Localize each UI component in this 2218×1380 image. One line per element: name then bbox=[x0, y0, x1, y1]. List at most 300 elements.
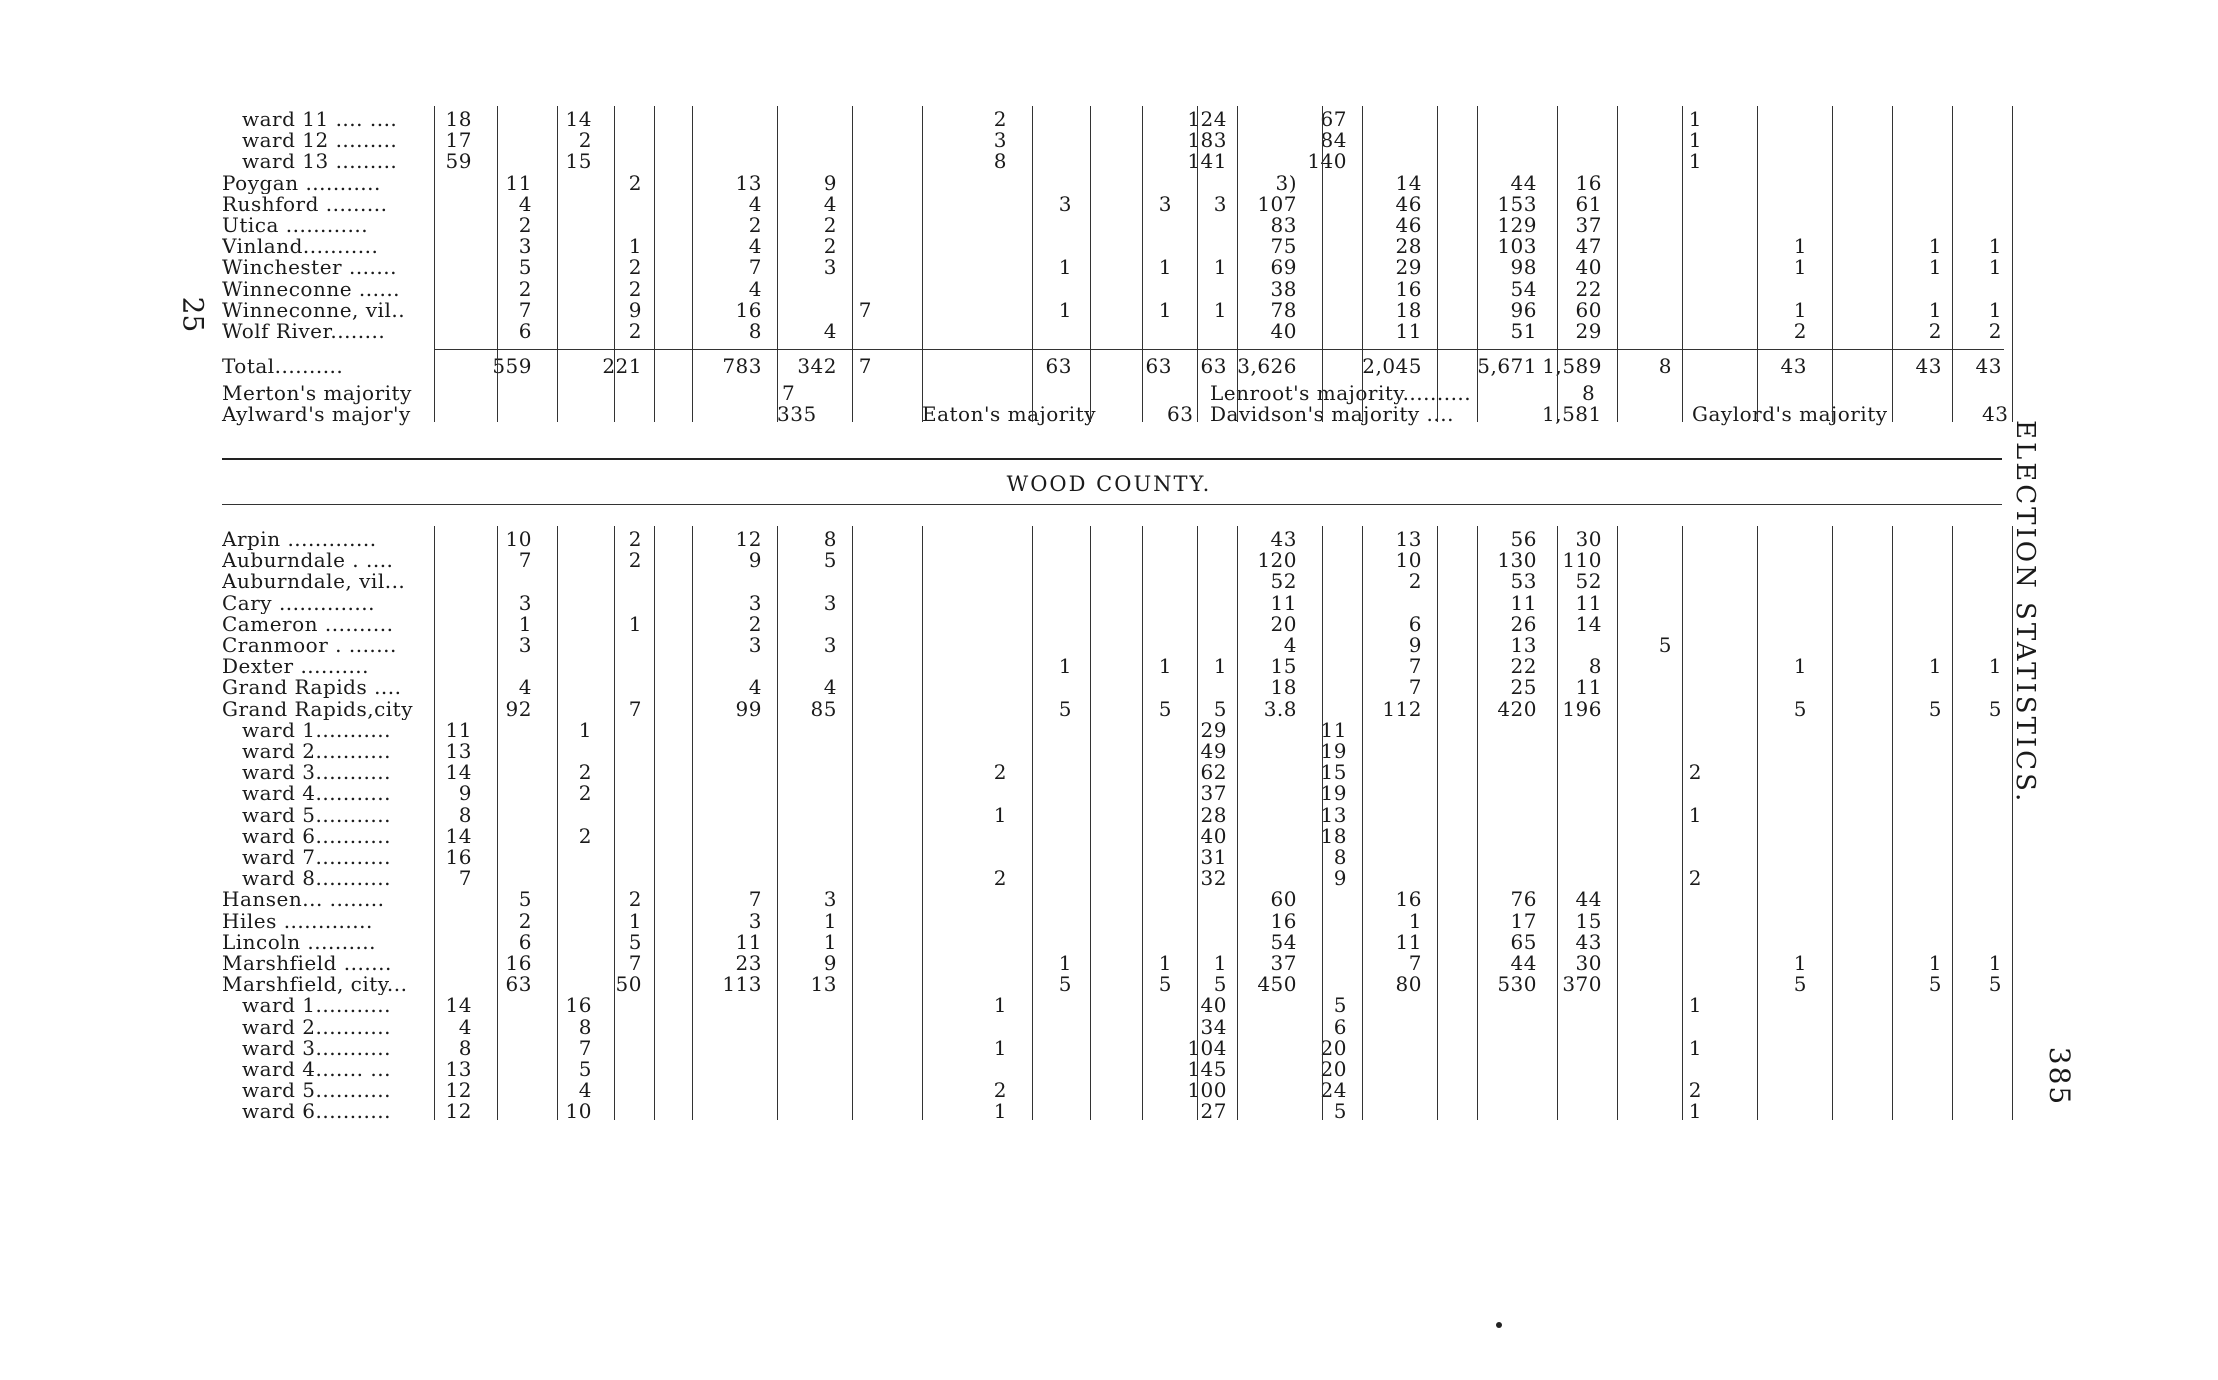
table-cell: 1 bbox=[578, 718, 592, 741]
table-cell: 1,589 bbox=[1542, 355, 1602, 378]
table-cell: 9 bbox=[823, 171, 837, 194]
table-cell: 783 bbox=[722, 355, 762, 378]
table-cell: 25 bbox=[1510, 676, 1537, 699]
table-cell: 5,671 bbox=[1477, 355, 1537, 378]
table-cell: 1 bbox=[1408, 909, 1422, 932]
table-cell: 5 bbox=[628, 930, 642, 953]
column-rule bbox=[1682, 106, 1683, 422]
table-cell: 7 bbox=[858, 298, 872, 321]
table-cell: 104 bbox=[1187, 1036, 1227, 1059]
table-cell: 30 bbox=[1575, 952, 1602, 974]
table-cell: 67 bbox=[1320, 108, 1347, 130]
table-cell: 5 bbox=[1793, 697, 1807, 720]
table-cell: 15 bbox=[1270, 655, 1297, 678]
table-cell: 13 bbox=[445, 1058, 472, 1080]
table-cell: 2 bbox=[823, 235, 837, 258]
table-cell: 1 bbox=[1793, 655, 1807, 678]
table-cell: 1 bbox=[1988, 298, 2002, 321]
table-cell: 4 bbox=[578, 1079, 592, 1102]
table-cell: 1 bbox=[1688, 1100, 1702, 1123]
table-cell: 2 bbox=[518, 277, 532, 300]
table-cell: 61 bbox=[1575, 192, 1602, 215]
table-cell: 2 bbox=[748, 214, 762, 236]
table-cell: 7 bbox=[628, 697, 642, 720]
table-cell: 2 bbox=[628, 256, 642, 279]
table-cell: 1 bbox=[1058, 298, 1072, 321]
majority-value: Eaton's majority bbox=[922, 402, 1097, 427]
row-label: Winneconne, vil.. bbox=[222, 298, 406, 321]
column-rule bbox=[1832, 106, 1833, 422]
table-cell: 37 bbox=[1200, 782, 1227, 805]
column-rule bbox=[614, 526, 615, 1120]
table-cell: 2 bbox=[578, 782, 592, 805]
table-cell: 7 bbox=[1408, 676, 1422, 699]
table-cell: 17 bbox=[1510, 909, 1537, 932]
row-label: Cary .............. bbox=[222, 591, 375, 614]
row-label: Hansen... ........ bbox=[222, 888, 385, 911]
table-cell: 46 bbox=[1395, 192, 1422, 215]
table-cell: 54 bbox=[1270, 930, 1297, 953]
column-rule bbox=[557, 106, 558, 422]
row-label: Grand Rapids .... bbox=[222, 676, 402, 699]
table-cell: 30 bbox=[1575, 528, 1602, 550]
table-cell: 63 bbox=[505, 973, 532, 996]
table-cell: 29 bbox=[1200, 718, 1227, 741]
table-cell: 2 bbox=[578, 824, 592, 847]
table-cell: 2 bbox=[993, 1079, 1007, 1102]
table-cell: 450 bbox=[1257, 973, 1297, 996]
row-label: ward 11 .... .... bbox=[242, 108, 398, 130]
column-rule bbox=[1477, 106, 1478, 422]
column-rule bbox=[1557, 526, 1558, 1120]
majority-value: 63 bbox=[1167, 402, 1194, 427]
column-rule bbox=[777, 106, 778, 422]
table-cell: 153 bbox=[1497, 192, 1537, 215]
table-cell: 1 bbox=[1928, 298, 1942, 321]
column-rule bbox=[434, 526, 435, 1120]
table-cell: 19 bbox=[1320, 740, 1347, 762]
table-cell: 99 bbox=[735, 697, 762, 720]
table-cell: 1 bbox=[1793, 256, 1807, 279]
column-rule bbox=[1617, 526, 1618, 1120]
table-cell: 6 bbox=[1408, 612, 1422, 635]
table-cell: 11 bbox=[1575, 591, 1602, 614]
table-cell: 7 bbox=[458, 867, 472, 890]
table-cell: 7 bbox=[628, 952, 642, 974]
table-cell: 23 bbox=[735, 952, 762, 974]
table-cell: 16 bbox=[1575, 171, 1602, 194]
table-cell: 13 bbox=[445, 740, 472, 762]
row-label: Wolf River........ bbox=[222, 320, 386, 342]
table-cell: 2 bbox=[993, 867, 1007, 890]
table-cell: 12 bbox=[445, 1100, 472, 1123]
table-cell: 1 bbox=[1688, 108, 1702, 130]
table-cell: 15 bbox=[1575, 909, 1602, 932]
table-cell: 16 bbox=[735, 298, 762, 321]
table-cell: 60 bbox=[1270, 888, 1297, 911]
table-cell: 2 bbox=[578, 761, 592, 784]
table-cell: 7 bbox=[748, 888, 762, 911]
row-label: Poygan ........... bbox=[222, 171, 381, 194]
ink-spot bbox=[1496, 1322, 1502, 1328]
column-rule bbox=[1142, 106, 1143, 422]
table-cell: 3 bbox=[748, 634, 762, 656]
table-cell: 2 bbox=[1408, 570, 1422, 593]
row-label: Dexter .......... bbox=[222, 655, 370, 678]
row-label: Hiles ............. bbox=[222, 909, 373, 932]
table-cell: 15 bbox=[565, 150, 592, 173]
column-rule bbox=[1757, 106, 1758, 422]
table-cell: 59 bbox=[445, 150, 472, 173]
table-cell: 62 bbox=[1200, 761, 1227, 784]
table-cell: 1 bbox=[1928, 256, 1942, 279]
table-cell: 47 bbox=[1575, 235, 1602, 258]
table-cell: 12 bbox=[735, 528, 762, 550]
table-cell: 10 bbox=[1395, 549, 1422, 572]
table-cell: 3) bbox=[1275, 171, 1297, 194]
table-cell: 84 bbox=[1320, 129, 1347, 152]
column-rule bbox=[654, 106, 655, 422]
table-cell: 2 bbox=[1988, 320, 2002, 342]
column-rule bbox=[1892, 526, 1893, 1120]
row-label: Vinland........... bbox=[222, 235, 379, 258]
column-rule bbox=[692, 526, 693, 1120]
table-cell: 9 bbox=[1408, 634, 1422, 656]
table-cell: 5 bbox=[1988, 973, 2002, 996]
table-cell: 5 bbox=[1213, 973, 1227, 996]
table-cell: 113 bbox=[722, 973, 762, 996]
table-cell: 3 bbox=[1158, 192, 1172, 215]
county-title: WOOD COUNTY. bbox=[1006, 472, 1212, 496]
table-cell: 2 bbox=[628, 549, 642, 572]
table-cell: 141 bbox=[1187, 150, 1227, 173]
table-cell: 9 bbox=[748, 549, 762, 572]
table-cell: 1 bbox=[993, 1036, 1007, 1059]
table-cell: 7 bbox=[578, 1036, 592, 1059]
table-cell: 1 bbox=[1793, 235, 1807, 258]
table-cell: 1 bbox=[628, 612, 642, 635]
table-cell: 3 bbox=[748, 591, 762, 614]
table-cell: 76 bbox=[1510, 888, 1537, 911]
row-label: Winchester ....... bbox=[222, 256, 397, 279]
row-label: Arpin ............. bbox=[222, 528, 377, 550]
table-cell: 13 bbox=[735, 171, 762, 194]
table-cell: 1 bbox=[628, 235, 642, 258]
column-rule bbox=[497, 526, 498, 1120]
table-cell: 60 bbox=[1575, 298, 1602, 321]
table-cell: 1 bbox=[823, 909, 837, 932]
margin-mark: 25 bbox=[176, 296, 210, 333]
table-cell: 4 bbox=[1283, 634, 1297, 656]
table-cell: 100 bbox=[1187, 1079, 1227, 1102]
column-rule bbox=[1682, 526, 1683, 1120]
row-label: Lincoln .......... bbox=[222, 930, 377, 953]
column-rule bbox=[2012, 106, 2013, 422]
table-cell: 3 bbox=[823, 591, 837, 614]
row-label: ward 4....... ... bbox=[242, 1058, 391, 1080]
table-cell: 26 bbox=[1510, 612, 1537, 635]
row-label: ward 2........... bbox=[242, 1015, 391, 1038]
table-cell: 1 bbox=[1793, 298, 1807, 321]
table-cell: 44 bbox=[1510, 952, 1537, 974]
table-cell: 1 bbox=[1158, 952, 1172, 974]
table-cell: 1 bbox=[993, 994, 1007, 1017]
table-cell: 40 bbox=[1575, 256, 1602, 279]
table-cell: 5 bbox=[1058, 973, 1072, 996]
table-cell: 1 bbox=[1058, 256, 1072, 279]
table-cell: 4 bbox=[518, 676, 532, 699]
table-cell: 8 bbox=[1588, 655, 1602, 678]
table-cell: 11 bbox=[1575, 676, 1602, 699]
table-cell: 12 bbox=[445, 1079, 472, 1102]
table-cell: 2 bbox=[628, 320, 642, 342]
table-cell: 43 bbox=[1575, 930, 1602, 953]
table-cell: 11 bbox=[1395, 930, 1422, 953]
majority-value: 7 bbox=[782, 381, 796, 406]
column-rule bbox=[1322, 106, 1323, 422]
table-cell: 22 bbox=[1510, 655, 1537, 678]
table-cell: 2 bbox=[993, 761, 1007, 784]
row-label: ward 5........... bbox=[242, 1079, 391, 1102]
table-cell: 22 bbox=[1575, 277, 1602, 300]
column-rule bbox=[654, 526, 655, 1120]
majority-value: Lenroot's majority.......... bbox=[1210, 381, 1472, 406]
row-label: Utica ............ bbox=[222, 214, 369, 236]
table-cell: 14 bbox=[1575, 612, 1602, 635]
table-cell: 7 bbox=[518, 549, 532, 572]
table-cell: 6 bbox=[1333, 1015, 1347, 1038]
table-cell: 7 bbox=[748, 256, 762, 279]
column-rule bbox=[1032, 106, 1033, 422]
table-cell: 3 bbox=[518, 591, 532, 614]
column-rule bbox=[1362, 106, 1363, 422]
row-label: Grand Rapids,city bbox=[222, 697, 413, 720]
table-cell: 1 bbox=[1213, 655, 1227, 678]
table-cell: 2 bbox=[628, 277, 642, 300]
table-cell: 75 bbox=[1270, 235, 1297, 258]
table-cell: 1 bbox=[628, 909, 642, 932]
table-cell: 5 bbox=[578, 1058, 592, 1080]
table-cell: 8 bbox=[458, 803, 472, 826]
column-rule bbox=[497, 106, 498, 422]
table-cell: 3 bbox=[1058, 192, 1072, 215]
row-label: ward 6........... bbox=[242, 1100, 391, 1123]
table-cell: 4 bbox=[518, 192, 532, 215]
table-cell: 8 bbox=[993, 150, 1007, 173]
table-cell: 4 bbox=[823, 192, 837, 215]
table-cell: 1 bbox=[1688, 150, 1702, 173]
table-cell: 11 bbox=[1395, 320, 1422, 342]
row-label: ward 4........... bbox=[242, 782, 391, 805]
table-cell: 14 bbox=[565, 108, 592, 130]
table-cell: 8 bbox=[578, 1015, 592, 1038]
table-cell: 7 bbox=[1408, 952, 1422, 974]
row-label: ward 8........... bbox=[242, 867, 391, 890]
table-cell: 8 bbox=[1333, 846, 1347, 868]
table-cell: 5 bbox=[823, 549, 837, 572]
table-cell: 43 bbox=[1270, 528, 1297, 550]
majority-value: 1,581 bbox=[1542, 402, 1602, 427]
table-cell: 44 bbox=[1510, 171, 1537, 194]
table-cell: 69 bbox=[1270, 256, 1297, 279]
majority-value: 8 bbox=[1582, 381, 1596, 406]
page-number: 385 bbox=[2043, 1046, 2077, 1107]
column-rule bbox=[1322, 526, 1323, 1120]
row-label: Auburndale, vil... bbox=[222, 570, 406, 593]
majority-value: Gaylord's majority bbox=[1692, 402, 1888, 427]
table-cell: 530 bbox=[1497, 973, 1537, 996]
table-cell: 16 bbox=[505, 952, 532, 974]
table-cell: 7 bbox=[858, 355, 872, 378]
table-cell: 4 bbox=[823, 676, 837, 699]
table-cell: 24 bbox=[1320, 1079, 1347, 1102]
table-cell: 3 bbox=[518, 634, 532, 656]
table-cell: 1 bbox=[1688, 994, 1702, 1017]
row-label: Cameron .......... bbox=[222, 612, 394, 635]
table-cell: 1 bbox=[1928, 655, 1942, 678]
table-cell: 63 bbox=[1045, 355, 1072, 378]
table-cell: 196 bbox=[1562, 697, 1602, 720]
table-cell: 4 bbox=[748, 676, 762, 699]
column-rule bbox=[1757, 526, 1758, 1120]
table-cell: 4 bbox=[748, 192, 762, 215]
table-cell: 110 bbox=[1562, 549, 1602, 572]
table-cell: 9 bbox=[823, 952, 837, 974]
table-cell: 11 bbox=[1270, 591, 1297, 614]
column-rule bbox=[1237, 106, 1238, 422]
table-cell: 1 bbox=[823, 930, 837, 953]
table-cell: 28 bbox=[1395, 235, 1422, 258]
table-cell: 20 bbox=[1320, 1058, 1347, 1080]
table-cell: 1 bbox=[1793, 952, 1807, 974]
table-cell: 20 bbox=[1270, 612, 1297, 635]
table-cell: 1 bbox=[1928, 952, 1942, 974]
table-cell: 1 bbox=[1688, 129, 1702, 152]
column-rule bbox=[1090, 526, 1091, 1120]
table-cell: 13 bbox=[1320, 803, 1347, 826]
table-cell: 92 bbox=[505, 697, 532, 720]
table-cell: 2 bbox=[1928, 320, 1942, 342]
table-cell: 11 bbox=[445, 718, 472, 741]
row-label: ward 7........... bbox=[242, 846, 391, 868]
table-cell: 16 bbox=[565, 994, 592, 1017]
table-cell: 16 bbox=[1270, 909, 1297, 932]
table-cell: 4 bbox=[823, 320, 837, 342]
table-cell: 2,045 bbox=[1362, 355, 1422, 378]
column-rule bbox=[614, 106, 615, 422]
table-cell: 7 bbox=[1408, 655, 1422, 678]
table-cell: 1 bbox=[1058, 952, 1072, 974]
table-cell: 2 bbox=[518, 909, 532, 932]
section-divider bbox=[222, 458, 2002, 460]
table-cell: 1 bbox=[1688, 803, 1702, 826]
table-cell: 1 bbox=[1158, 298, 1172, 321]
row-label: ward 12 ......... bbox=[242, 129, 398, 152]
table-cell: 27 bbox=[1200, 1100, 1227, 1123]
table-cell: 50 bbox=[615, 973, 642, 996]
table-cell: 18 bbox=[445, 108, 472, 130]
table-cell: 2 bbox=[993, 108, 1007, 130]
table-cell: 52 bbox=[1575, 570, 1602, 593]
table-cell: 16 bbox=[1395, 888, 1422, 911]
table-cell: 3 bbox=[1213, 192, 1227, 215]
table-cell: 5 bbox=[518, 888, 532, 911]
column-rule bbox=[1557, 106, 1558, 422]
table-cell: 1 bbox=[1158, 256, 1172, 279]
table-cell: 1 bbox=[1158, 655, 1172, 678]
table-cell: 52 bbox=[1270, 570, 1297, 593]
table-cell: 3,626 bbox=[1237, 355, 1297, 378]
table-cell: 2 bbox=[628, 171, 642, 194]
table-cell: 1 bbox=[1688, 1036, 1702, 1059]
majority-value: 335 bbox=[777, 402, 817, 427]
table-cell: 3 bbox=[823, 888, 837, 911]
table-cell: 5 bbox=[1058, 697, 1072, 720]
table-cell: 129 bbox=[1497, 214, 1537, 236]
table-cell: 10 bbox=[505, 528, 532, 550]
table-cell: 8 bbox=[1658, 355, 1672, 378]
table-cell: 13 bbox=[1395, 528, 1422, 550]
table-cell: 18 bbox=[1320, 824, 1347, 847]
column-rule bbox=[1142, 526, 1143, 1120]
majority-value: Davidson's majority .... bbox=[1210, 402, 1454, 427]
table-cell: 63 bbox=[1145, 355, 1172, 378]
row-label: Total.......... bbox=[222, 355, 344, 378]
table-cell: 14 bbox=[445, 994, 472, 1017]
table-cell: 1 bbox=[1988, 952, 2002, 974]
table-cell: 17 bbox=[445, 129, 472, 152]
table-cell: 3 bbox=[518, 235, 532, 258]
column-rule bbox=[434, 106, 435, 422]
row-label: Marshfield, city... bbox=[222, 973, 408, 996]
table-cell: 8 bbox=[458, 1036, 472, 1059]
table-cell: 2 bbox=[518, 214, 532, 236]
row-label: ward 3........... bbox=[242, 761, 391, 784]
table-cell: 2 bbox=[578, 129, 592, 152]
column-rule bbox=[1197, 106, 1198, 422]
table-cell: 29 bbox=[1575, 320, 1602, 342]
table-cell: 4 bbox=[458, 1015, 472, 1038]
table-cell: 3 bbox=[748, 909, 762, 932]
table-cell: 9 bbox=[458, 782, 472, 805]
column-rule bbox=[852, 106, 853, 422]
row-label: Rushford ......... bbox=[222, 192, 388, 215]
table-cell: 5 bbox=[1928, 697, 1942, 720]
table-cell: 2 bbox=[1688, 867, 1702, 890]
column-rule bbox=[1090, 106, 1091, 422]
table-cell: 5 bbox=[518, 256, 532, 279]
row-label: ward 13 ......... bbox=[242, 150, 398, 173]
table-cell: 130 bbox=[1497, 549, 1537, 572]
table-cell: 124 bbox=[1187, 108, 1227, 130]
table-cell: 44 bbox=[1575, 888, 1602, 911]
table-cell: 43 bbox=[1915, 355, 1942, 378]
column-rule bbox=[1362, 526, 1363, 1120]
column-rule bbox=[922, 106, 923, 422]
table-cell: 37 bbox=[1575, 214, 1602, 236]
column-rule bbox=[1832, 526, 1833, 1120]
table-cell: 3 bbox=[823, 634, 837, 656]
table-cell: 4 bbox=[748, 235, 762, 258]
table-cell: 8 bbox=[823, 528, 837, 550]
row-label: ward 1........... bbox=[242, 718, 391, 741]
column-rule bbox=[777, 526, 778, 1120]
table-cell: 63 bbox=[1200, 355, 1227, 378]
row-label: Auburndale . .... bbox=[222, 549, 394, 572]
table-cell: 183 bbox=[1187, 129, 1227, 152]
column-rule bbox=[1032, 526, 1033, 1120]
column-rule bbox=[2012, 526, 2013, 1120]
